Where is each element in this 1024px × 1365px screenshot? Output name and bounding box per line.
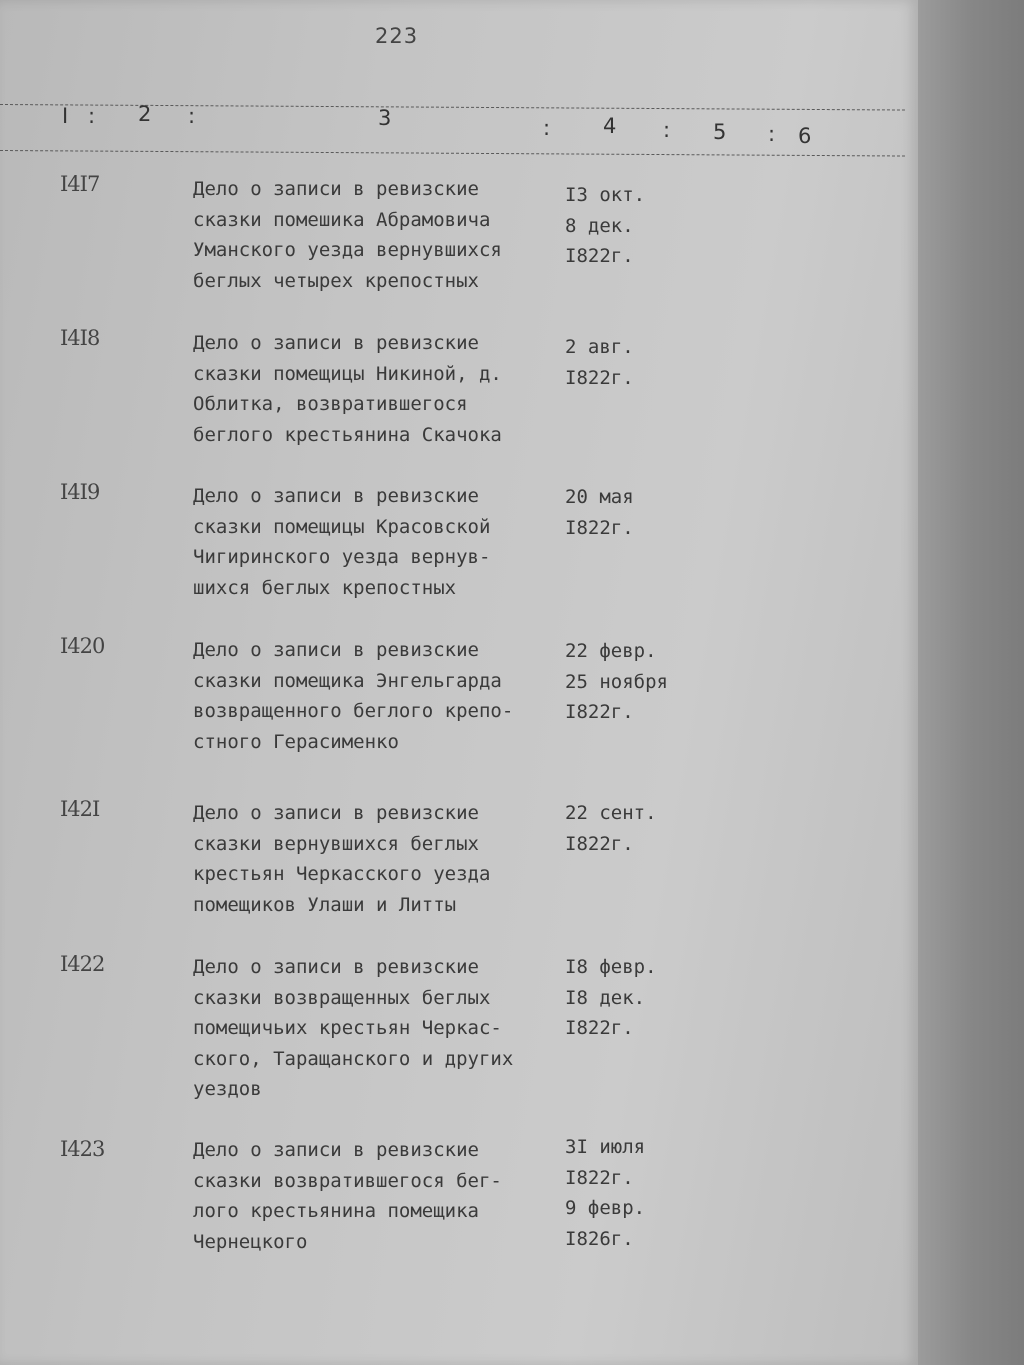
description-line: Чернецкого xyxy=(193,1230,308,1253)
description-line: уездов xyxy=(193,1078,262,1100)
date-line: I822г. xyxy=(565,516,634,539)
description-line: беглого крестьянина Скачока xyxy=(193,423,502,446)
entry-description xyxy=(193,481,568,603)
column-header-5: 5 xyxy=(713,120,727,144)
date-line: 2 авг. xyxy=(565,336,634,358)
description-line: Дело о записи в ревизские xyxy=(193,639,479,661)
description-line: сказки помещицы Никиной, д. xyxy=(193,362,502,385)
description-line: сказки помещицы Красовской xyxy=(193,515,491,538)
header-bottom-rule xyxy=(0,150,905,157)
entry-number: I4I7 xyxy=(60,172,100,196)
entry-dates xyxy=(565,952,705,1044)
description-line: сказки помешика Абрамовича xyxy=(193,208,491,231)
entry-number: I4I8 xyxy=(60,326,100,350)
description-line: помещиков Улаши и Литты xyxy=(193,893,457,916)
entry-dates xyxy=(565,482,705,543)
date-line: 8 дек. xyxy=(565,214,634,237)
entry-description xyxy=(193,174,568,296)
description-line: Дело о записи в ревизские xyxy=(193,485,479,507)
description-line: Уманского уезда вернувшихся xyxy=(193,239,502,261)
description-line: Дело о записи в ревизские xyxy=(193,332,479,354)
page-number: 223 xyxy=(375,24,419,48)
entry-number: I423 xyxy=(60,1137,105,1161)
entry-description xyxy=(193,952,568,1105)
entry-dates xyxy=(565,798,705,859)
description-line: шихся беглых крепостных xyxy=(193,576,457,599)
entry-number: I422 xyxy=(60,952,105,976)
date-line: I822г. xyxy=(565,1017,634,1039)
description-line: Облитка, возвратившегося xyxy=(193,393,468,415)
description-line: крестьян Черкасского уезда xyxy=(193,863,491,885)
date-line: I822г. xyxy=(565,701,634,723)
entry-number: I4I9 xyxy=(60,480,100,504)
column-separator: : xyxy=(768,122,776,146)
binding-edge xyxy=(918,0,1024,1365)
date-line: 9 февр. xyxy=(565,1197,646,1219)
date-line: I8 февр. xyxy=(565,956,657,978)
entry-number: I42I xyxy=(60,797,100,821)
date-line: 22 сент. xyxy=(565,802,657,824)
description-line: Дело о записи в ревизские xyxy=(193,178,479,200)
date-line: I822г. xyxy=(565,366,634,389)
date-line: 22 февр. xyxy=(565,640,657,662)
column-header-6: 6 xyxy=(798,124,812,148)
entry-dates xyxy=(565,636,705,728)
description-line: возвращенного беглого крепо- xyxy=(193,700,514,722)
entry-number: I420 xyxy=(60,634,105,658)
description-line: помещичьих крестьян Черкас- xyxy=(193,1017,502,1039)
date-line: I822г. xyxy=(565,245,634,267)
date-line: I822г. xyxy=(565,1166,634,1189)
entry-dates xyxy=(565,180,705,272)
description-line: сказки возвращенных беглых xyxy=(193,986,491,1009)
date-line: I8 дек. xyxy=(565,986,646,1009)
date-line: 20 мая xyxy=(565,486,634,508)
description-line: сказки возвратившегося бег- xyxy=(193,1169,502,1192)
description-line: ского, Таращанского и других xyxy=(193,1047,514,1070)
description-line: беглых четырех крепостных xyxy=(193,269,479,292)
description-line: стного Герасименко xyxy=(193,730,399,753)
column-separator: : xyxy=(188,104,196,128)
column-separator: : xyxy=(663,118,671,142)
column-header-3: 3 xyxy=(378,106,392,130)
column-separator: : xyxy=(543,116,551,140)
date-line: I3 окт. xyxy=(565,184,646,206)
date-line: 3I июля xyxy=(565,1136,646,1158)
entry-dates xyxy=(565,332,705,393)
description-line: сказки вернувшихся беглых xyxy=(193,832,479,855)
description-line: Чигиринского уезда вернув- xyxy=(193,546,491,568)
entry-description xyxy=(193,328,568,450)
description-line: Дело о записи в ревизские xyxy=(193,1139,479,1161)
entry-description xyxy=(193,1135,568,1257)
entry-description xyxy=(193,635,568,757)
entry-description xyxy=(193,798,568,920)
column-separator: : xyxy=(88,104,96,128)
date-line: 25 ноября xyxy=(565,670,668,693)
date-line: I822г. xyxy=(565,832,634,855)
header-top-rule xyxy=(0,104,905,111)
description-line: сказки помещика Энгельгарда xyxy=(193,669,502,692)
date-line: I826г. xyxy=(565,1227,634,1250)
description-line: Дело о записи в ревизские xyxy=(193,802,479,824)
entry-dates xyxy=(565,1132,705,1254)
column-header-2: 2 xyxy=(138,102,152,126)
description-line: лого крестьянина помещика xyxy=(193,1200,479,1222)
column-header-1: I xyxy=(62,104,69,128)
column-header-4: 4 xyxy=(603,114,617,138)
description-line: Дело о записи в ревизские xyxy=(193,956,479,978)
